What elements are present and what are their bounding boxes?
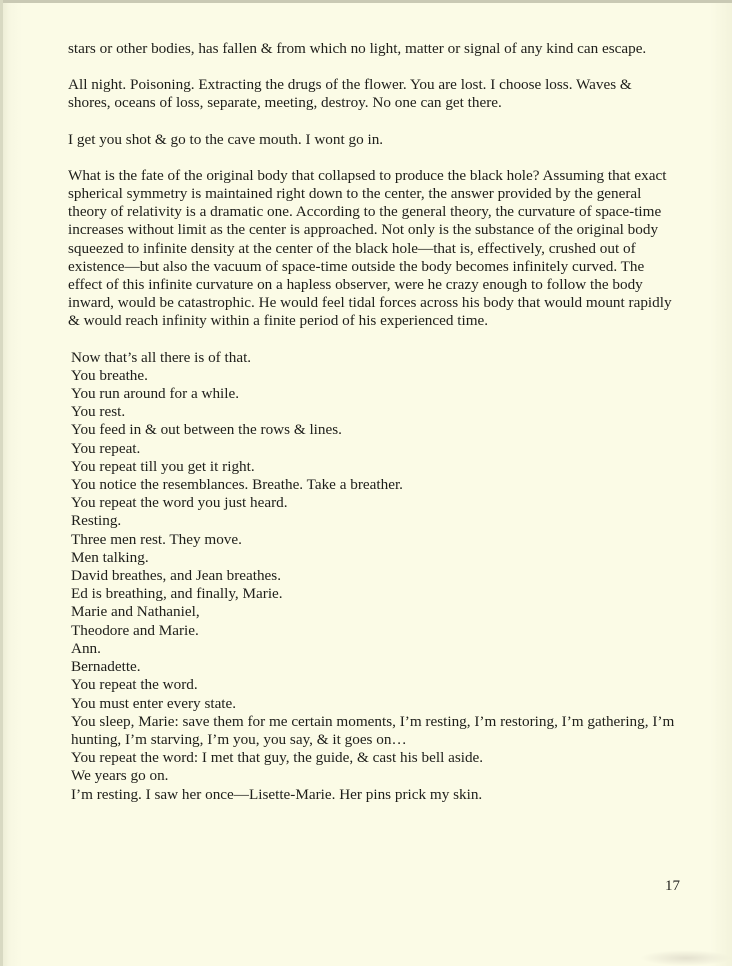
page-number: 17 [665, 878, 680, 894]
verse-line: You repeat the word you just heard. [71, 494, 288, 512]
verse-line: Theodore and Marie. [71, 621, 199, 639]
paragraph-2: All night. Poisoning. Extracting the drugs of the flower. You are lost. I choose loss. Waves & shores, oceans of loss, separate, meeting, destroy. No one can get there. [68, 76, 632, 112]
verse-line: You must enter every state. [71, 694, 237, 712]
paragraph-1: stars or other bodies, has fallen & from which no light, matter or signal of any kind can escape. [68, 40, 647, 57]
verse-line: You repeat the word: I met that guy, the guide, & cast his bell aside. [71, 749, 484, 767]
verse-line: I’m resting. I saw her once—Lisette-Marie. Her pins prick my skin. [71, 785, 483, 803]
page-top-edge [0, 0, 732, 3]
verse-line: You repeat the word. [71, 676, 198, 694]
verse-line: You repeat till you get it right. [71, 457, 255, 475]
verse-line: We years go on. [71, 767, 169, 785]
page-text [68, 40, 678, 804]
verse-line: Bernadette. [71, 658, 141, 676]
verse-line: Ed is breathing, and finally, Marie. [71, 585, 283, 603]
verse-line: You feed in & out between the rows & lines. [71, 421, 342, 439]
verse-line: Ann. [71, 639, 101, 657]
verse-line: Resting. [71, 512, 122, 530]
paragraph-3: I get you shot & go to the cave mouth. I wont go in. [68, 130, 384, 148]
verse-line: You sleep, Marie: save them for me certain moments, I’m resting, I’m restoring, I’m gathering, I’m hunting, I’m starving, I’m you, you say, & it goes on… [71, 712, 675, 748]
page-corner-shadow [640, 950, 732, 966]
verse-line: You notice the resemblances. Breathe. Take a breather. [71, 476, 403, 494]
verse-line: Marie and Nathaniel, [71, 603, 200, 621]
verse-line: You breathe. [71, 366, 148, 384]
verse-line: You rest. [71, 403, 126, 421]
verse-line: You run around for a while. [71, 385, 240, 403]
verse-line: Men talking. [71, 548, 149, 566]
verse-line: David breathes, and Jean breathes. [71, 567, 282, 585]
page-gutter-edge [0, 0, 3, 966]
verse-line: Three men rest. They move. [71, 530, 242, 548]
verse-block [68, 349, 678, 804]
verse-line: Now that’s all there is of that. [71, 348, 252, 366]
verse-line: You repeat. [71, 439, 141, 457]
paragraph-black-hole: What is the fate of the original body that collapsed to produce the black hole? Assuming that exact spherical symmetry is maintained right down to the center, the answer provided by the general theory of relativity is a dramatic one. According to the general theory, the curvature of space-time increases without limit as the center is approached. Not only is the substance of the original body squeezed to infinite density at the center of the black hole—that is, effectively, crushed out of existence—but also the vacuum of space-time outside the body becomes infinitely curved. The effect of this infinite curvature on a hapless observer, were he crazy enough to follow the body inward, would be catastrophic. He would feel tidal forces across his body that would mount rapidly & would reach infinity within a finite period of his experienced time. [68, 166, 672, 330]
